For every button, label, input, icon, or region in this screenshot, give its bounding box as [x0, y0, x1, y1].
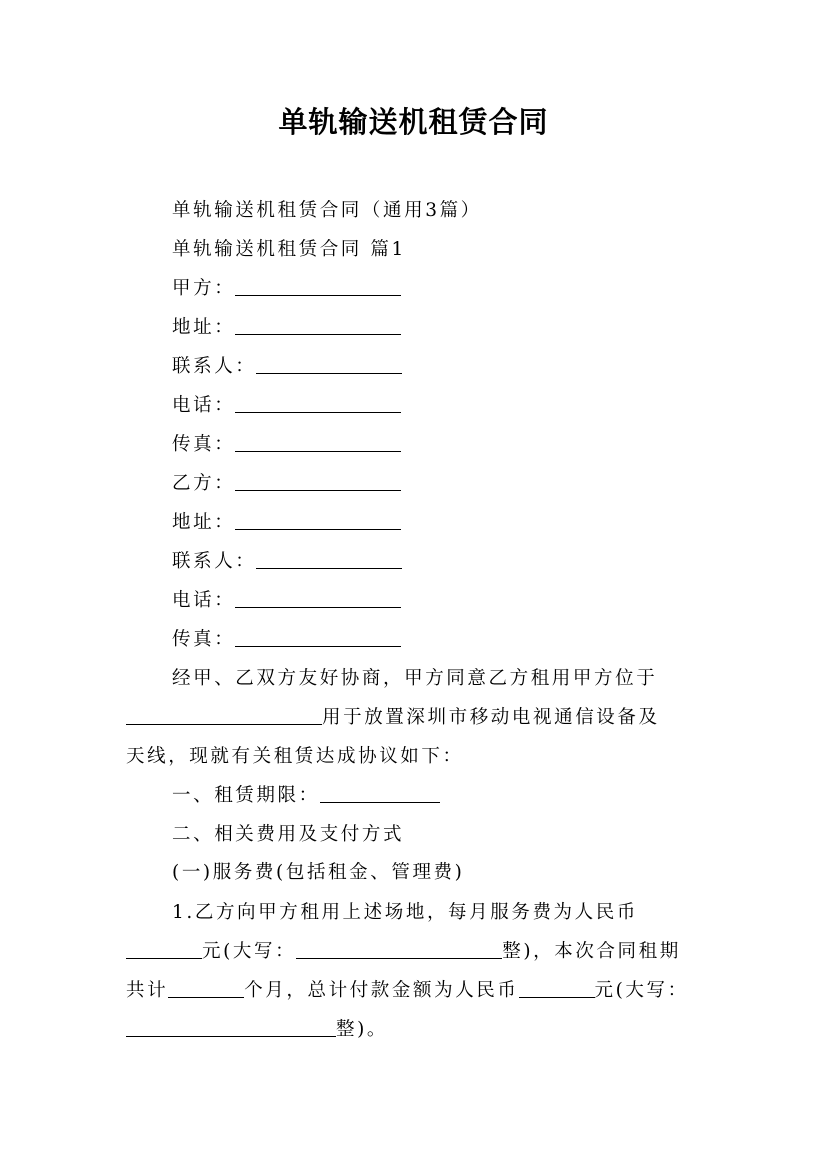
item-1-line-3-a: 共计 — [126, 980, 169, 1001]
party-b-phone-line — [172, 589, 401, 613]
party-a-contact-blank — [256, 356, 402, 374]
party-b-fax-blank — [235, 629, 401, 647]
party-b-phone-label: 电话： — [172, 590, 236, 611]
party-a-fax-blank — [235, 434, 401, 452]
party-b-address-line — [172, 511, 401, 535]
party-b-address-label: 地址： — [172, 512, 236, 533]
party-b-contact-line — [172, 550, 402, 574]
item-1-line-2-b: 整)，本次合同租期 — [502, 941, 681, 962]
clause-2-heading: 二、相关费用及支付方式 — [172, 824, 405, 845]
party-b-blank — [235, 473, 401, 491]
monthly-fee-blank — [126, 941, 202, 959]
total-amount-blank — [519, 980, 595, 998]
party-b-contact-blank — [256, 551, 402, 569]
party-b-address-blank — [235, 512, 401, 530]
party-a-fax-label: 传真： — [172, 434, 236, 455]
total-amount-words-blank — [126, 1019, 336, 1037]
party-a-phone-blank — [235, 395, 401, 413]
party-a-contact-line — [172, 355, 402, 379]
party-a-line — [172, 277, 401, 301]
party-b-phone-blank — [235, 590, 401, 608]
party-b-contact-label: 联系人： — [172, 551, 257, 572]
party-a-phone-line — [172, 394, 401, 418]
document-title: 单轨输送机租赁合同 — [278, 105, 549, 139]
party-b-fax-line — [172, 628, 401, 652]
item-1-line-2-a: 元(大写： — [202, 941, 297, 962]
party-b-line — [172, 472, 401, 496]
item-1-line-1: 1.乙方向甲方租用上述场地，每月服务费为人民币 — [172, 902, 638, 923]
document-subtitle: 单轨输送机租赁合同（通用3篇） — [172, 200, 482, 221]
item-1-line-4 — [126, 1018, 388, 1042]
party-a-phone-label: 电话： — [172, 395, 236, 416]
party-a-address-label: 地址： — [172, 317, 236, 338]
party-a-blank — [235, 278, 401, 296]
location-blank — [126, 707, 322, 725]
party-a-fax-line — [172, 433, 401, 457]
party-a-contact-label: 联系人： — [172, 356, 257, 377]
lease-term-blank — [320, 785, 440, 803]
intro-line-2-text: 用于放置深圳市移动电视通信设备及 — [322, 707, 660, 728]
party-a-address-blank — [235, 317, 401, 335]
intro-line-1: 经甲、乙双方友好协商，甲方同意乙方租用甲方位于 — [172, 668, 658, 689]
monthly-fee-words-blank — [296, 941, 502, 959]
intro-line-2 — [126, 706, 660, 730]
intro-line-3: 天线，现就有关租赁达成协议如下： — [126, 746, 464, 767]
party-b-fax-label: 传真： — [172, 629, 236, 650]
section-heading: 单轨输送机租赁合同 篇1 — [172, 239, 406, 260]
party-a-label: 甲方： — [172, 278, 236, 299]
item-1-line-3-c: 元(大写： — [594, 980, 689, 1001]
item-1-line-3-b: 个月，总计付款金额为人民币 — [244, 980, 519, 1001]
item-1-line-4-text: 整)。 — [336, 1019, 389, 1040]
party-a-address-line — [172, 316, 401, 340]
clause-1-line — [172, 784, 440, 808]
item-1-line-2 — [126, 940, 681, 964]
clause-2-sub-1: (一)服务费(包括租金、管理费) — [172, 862, 465, 883]
item-1-line-3 — [126, 979, 689, 1003]
clause-1-label: 一、租赁期限： — [172, 785, 320, 806]
party-b-label: 乙方： — [172, 473, 236, 494]
months-blank — [168, 980, 244, 998]
